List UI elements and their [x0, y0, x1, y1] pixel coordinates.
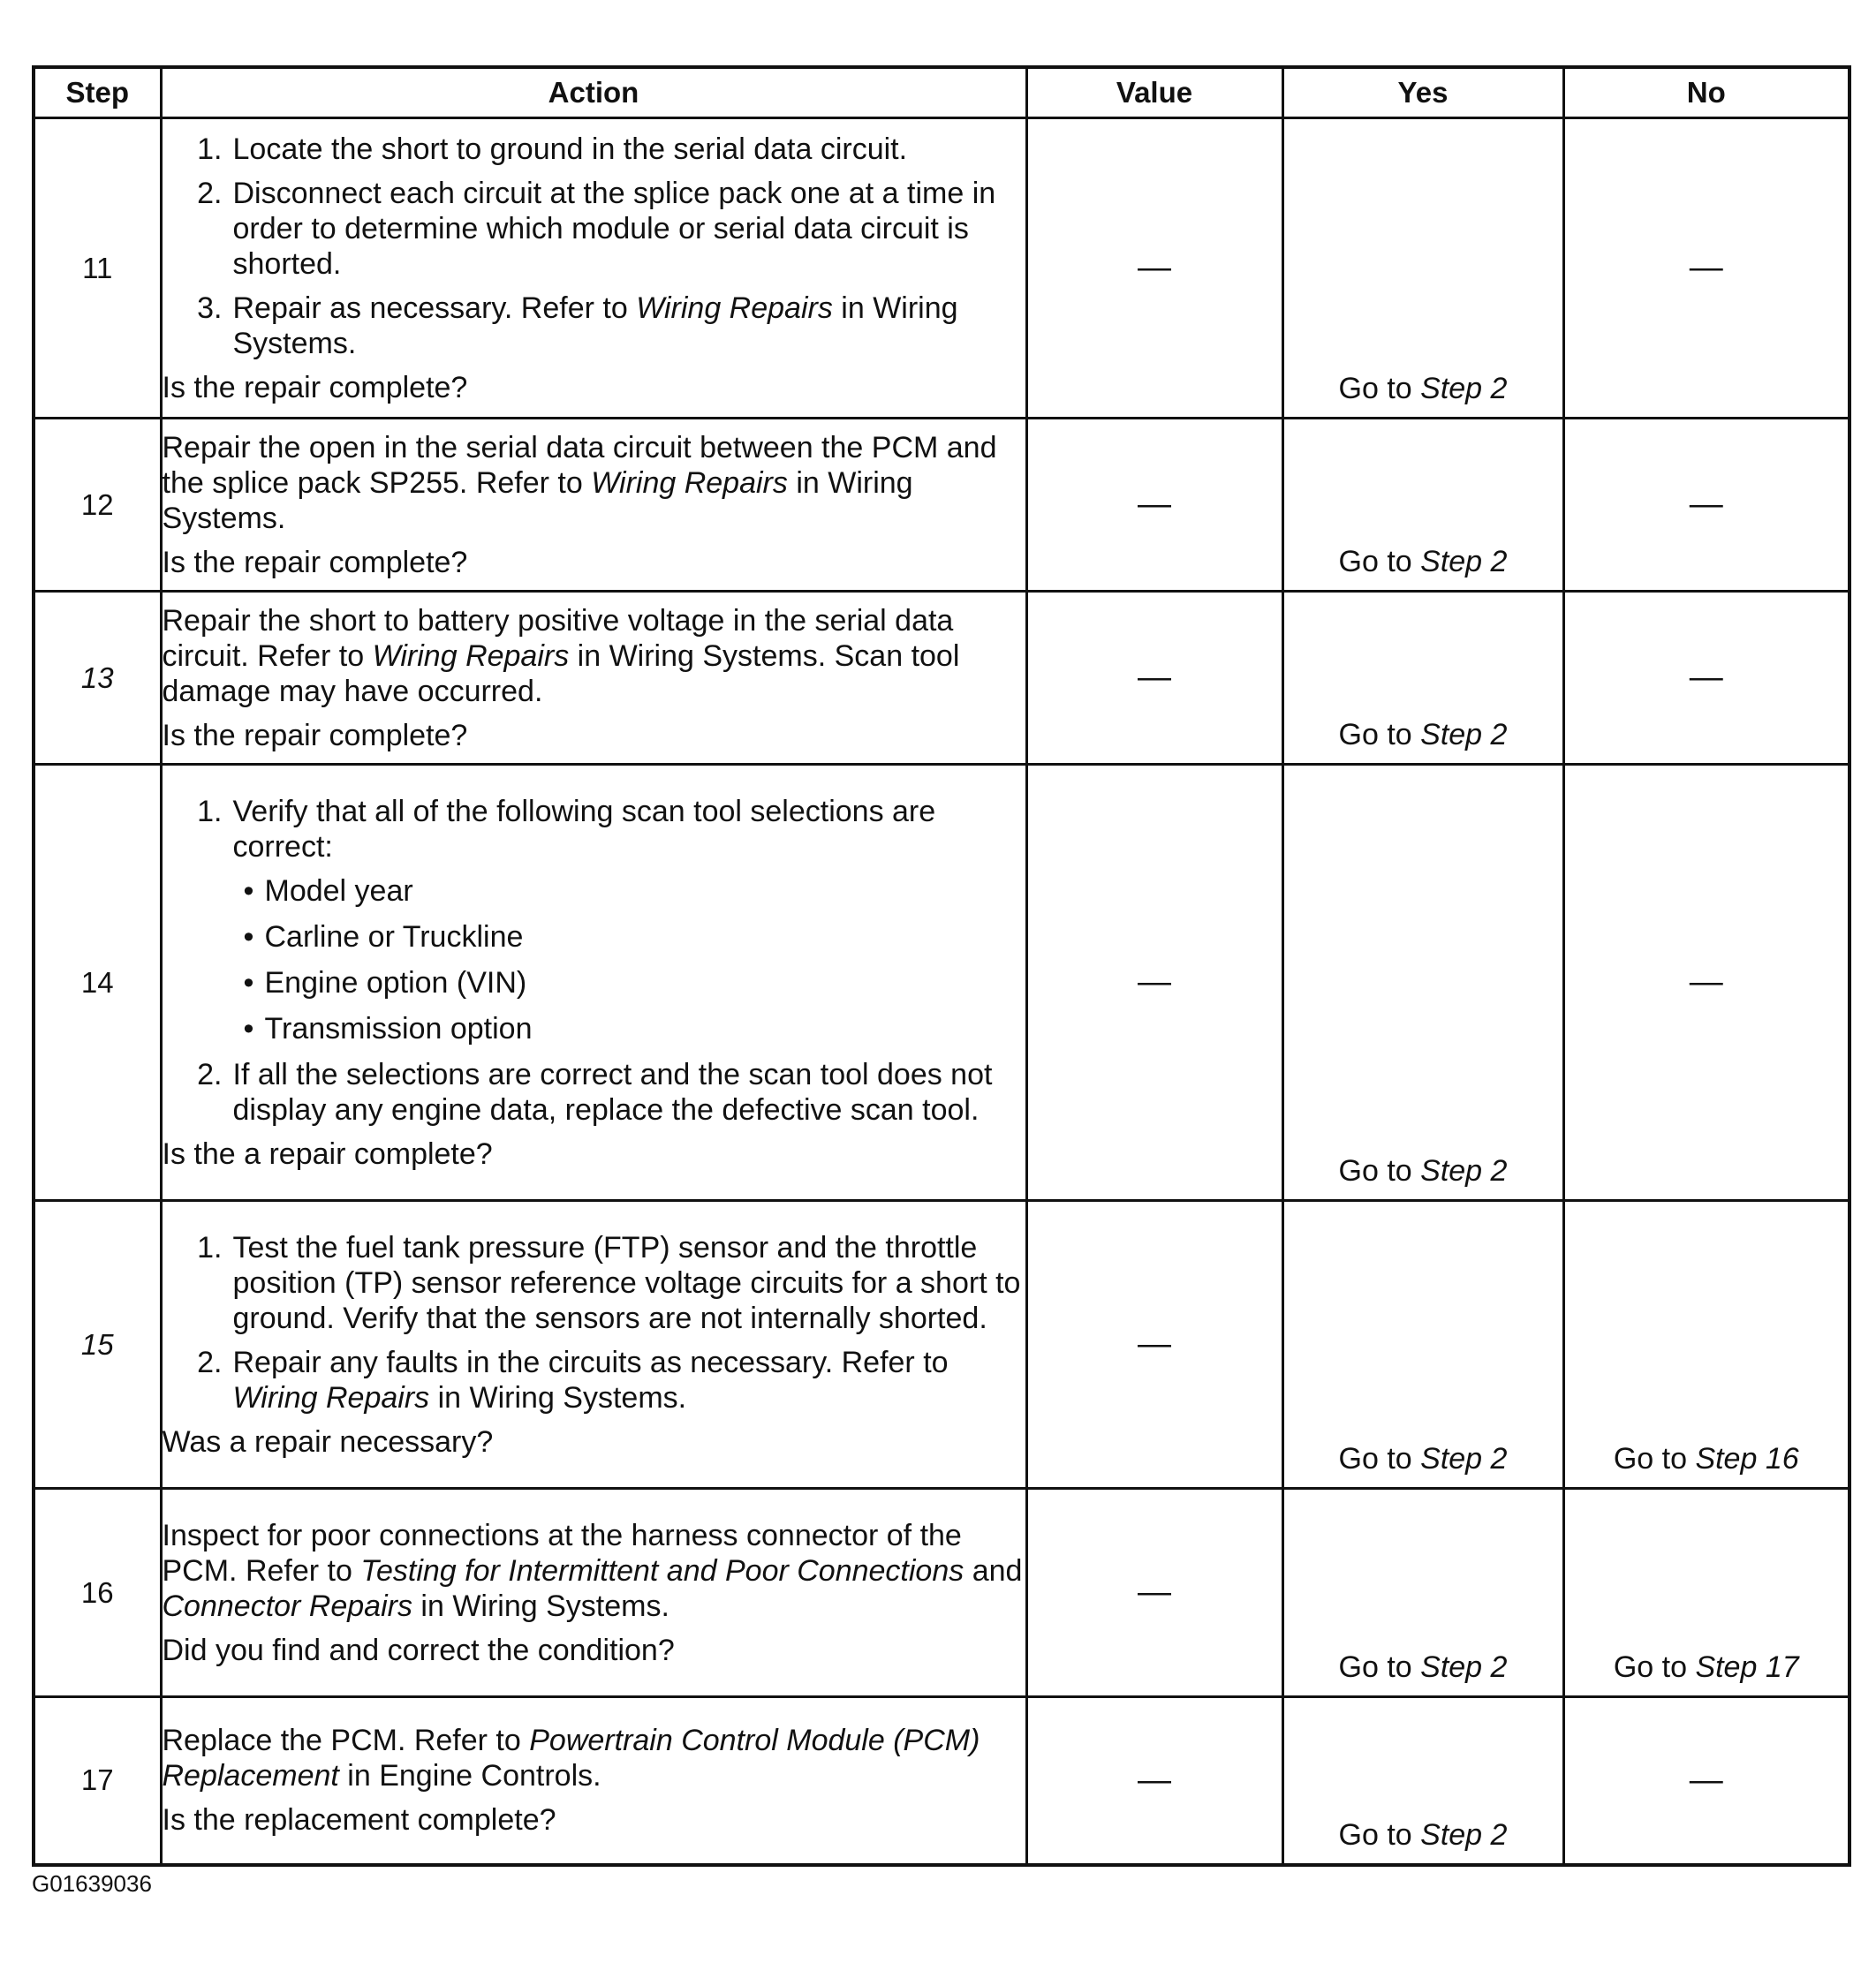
- yes-goto: Go to Step 2: [1338, 545, 1508, 578]
- step-number: 15: [34, 1201, 161, 1489]
- action-cell: [161, 592, 1026, 765]
- action-cell: [161, 118, 1026, 419]
- action-question: Did you find and correct the condition?: [162, 1633, 675, 1667]
- list-item: 1. Locate the short to ground in the serial data circuit.: [197, 132, 908, 166]
- header-no: No: [1563, 67, 1850, 118]
- step-number: 14: [34, 765, 161, 1201]
- action-text: Repair the open in the serial data circuit between the PCM and the splice pack SP255. Refer to Wiring Repairs in Wiring Systems.: [162, 430, 997, 535]
- value-cell: —: [1026, 1489, 1282, 1697]
- step-number: 11: [34, 118, 161, 419]
- yes-goto: Go to Step 2: [1338, 718, 1508, 751]
- no-goto: Go to Step 16: [1613, 1442, 1799, 1476]
- yes-goto: Go to Step 2: [1338, 1442, 1508, 1476]
- table-row-step-17: [34, 1697, 1850, 1865]
- action-cell: [161, 1201, 1026, 1489]
- figure-id: G01639036: [32, 1870, 152, 1897]
- list-item: 3. Repair as necessary. Refer to Wiring Repairs in Wiring Systems.: [197, 291, 958, 360]
- header-value: Value: [1026, 67, 1282, 118]
- diagnostic-steps-table: [32, 65, 1851, 1867]
- action-text: Repair the short to battery positive voltage in the serial data circuit. Refer to Wiring Repairs in Wiring Systems. Scan tool damage may have occurred.: [162, 603, 960, 708]
- yes-goto: Go to Step 2: [1338, 1154, 1508, 1188]
- table-header-row: [34, 67, 1850, 118]
- value-cell: —: [1026, 118, 1282, 419]
- table-row-step-11: [34, 118, 1850, 419]
- yes-cell: [1282, 1489, 1563, 1697]
- table-row-step-12: [34, 419, 1850, 592]
- yes-goto: Go to Step 2: [1338, 372, 1508, 405]
- header-step: Step: [34, 67, 161, 118]
- table-row-step-14: [34, 765, 1850, 1201]
- header-yes: Yes: [1282, 67, 1563, 118]
- no-goto: Go to Step 17: [1613, 1650, 1799, 1684]
- action-question: Is the replacement complete?: [162, 1803, 556, 1838]
- list-item: 2. Repair any faults in the circuits as necessary. Refer to Wiring Repairs in Wiring Systems.: [197, 1345, 949, 1415]
- no-cell: —: [1563, 118, 1850, 419]
- table-row-step-13: [34, 592, 1850, 765]
- yes-cell: [1282, 592, 1563, 765]
- bullet-item: • Carline or Truckline: [243, 919, 524, 954]
- action-question: Was a repair necessary?: [162, 1424, 494, 1459]
- list-item: 1. Test the fuel tank pressure (FTP) sensor and the throttle position (TP) sensor reference voltage circuits for a short to ground. Verify that the sensors are not internally shorted.: [197, 1230, 1021, 1335]
- bullet-list: [163, 873, 1025, 1046]
- step-number: 12: [34, 419, 161, 592]
- yes-goto: Go to Step 2: [1338, 1650, 1508, 1684]
- no-cell: —: [1563, 765, 1850, 1201]
- action-question: Is the repair complete?: [162, 370, 468, 404]
- step-number: 13: [34, 592, 161, 765]
- bullet-item: • Model year: [243, 873, 413, 908]
- no-cell: [1563, 1201, 1850, 1489]
- step-number: 16: [34, 1489, 161, 1697]
- bullet-item: • Transmission option: [243, 1011, 533, 1046]
- action-cell: [161, 1697, 1026, 1865]
- action-question: Is the a repair complete?: [162, 1136, 493, 1171]
- action-cell: [161, 765, 1026, 1201]
- value-cell: —: [1026, 592, 1282, 765]
- value-cell: —: [1026, 1697, 1282, 1865]
- no-cell: —: [1563, 419, 1850, 592]
- table-row-step-16: [34, 1489, 1850, 1697]
- no-cell: [1563, 1489, 1850, 1697]
- header-action: Action: [161, 67, 1026, 118]
- table-row-step-15: [34, 1201, 1850, 1489]
- no-cell: —: [1563, 1697, 1850, 1865]
- yes-goto: Go to Step 2: [1338, 1817, 1508, 1852]
- bullet-item: • Engine option (VIN): [243, 965, 527, 1000]
- yes-cell: [1282, 1201, 1563, 1489]
- list-item: 2. If all the selections are correct and the scan tool does not display any engine data, replace the defective scan tool.: [197, 1057, 993, 1127]
- value-cell: —: [1026, 419, 1282, 592]
- yes-cell: [1282, 118, 1563, 419]
- no-cell: —: [1563, 592, 1850, 765]
- action-cell: [161, 1489, 1026, 1697]
- action-text: Inspect for poor connections at the harness connector of the PCM. Refer to Testing for Intermittent and Poor Connections and Connector Repairs in Wiring Systems.: [162, 1518, 1023, 1623]
- action-text: Replace the PCM. Refer to Powertrain Control Module (PCM) Replacement in Engine Controls.: [162, 1724, 980, 1793]
- list-item: 1. Verify that all of the following scan tool selections are correct:: [197, 794, 936, 864]
- action-question: Is the repair complete?: [162, 718, 468, 752]
- value-cell: —: [1026, 765, 1282, 1201]
- yes-cell: [1282, 765, 1563, 1201]
- action-cell: [161, 419, 1026, 592]
- step-number: 17: [34, 1697, 161, 1865]
- yes-cell: [1282, 1697, 1563, 1865]
- value-cell: —: [1026, 1201, 1282, 1489]
- yes-cell: [1282, 419, 1563, 592]
- action-question: Is the repair complete?: [162, 545, 468, 579]
- list-item: 2. Disconnect each circuit at the splice pack one at a time in order to determine which module or serial data circuit is shorted.: [197, 176, 996, 281]
